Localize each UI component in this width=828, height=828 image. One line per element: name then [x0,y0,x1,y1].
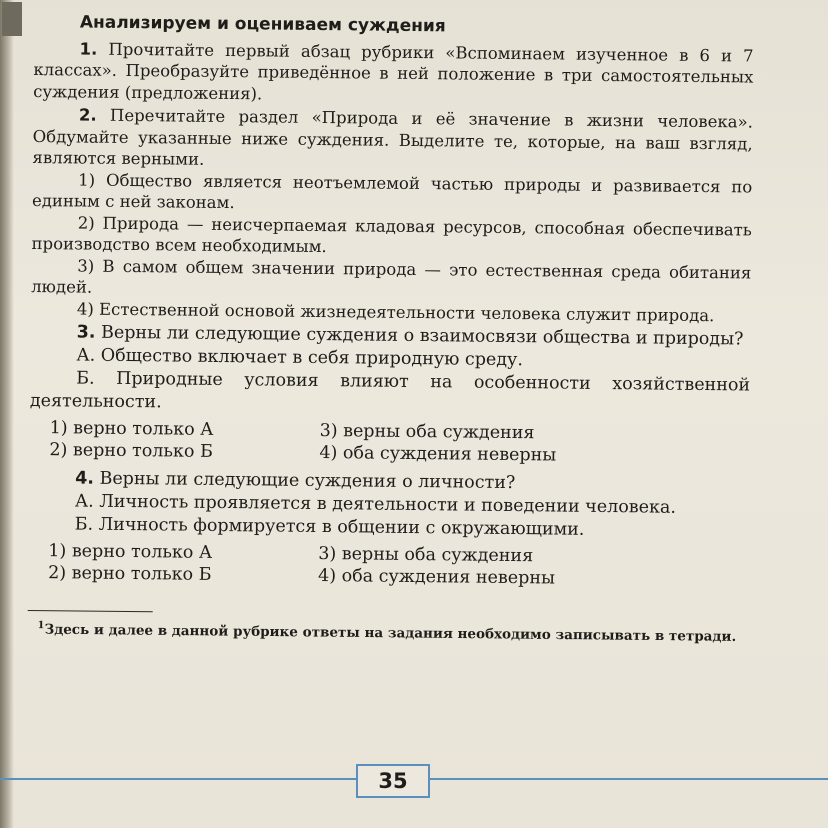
page-content [27,12,754,646]
answer-option: 2) верно только Б [49,440,213,462]
answer-option: 1) верно только А [48,541,213,563]
section-heading: Анализируем и оцениваем суждения [79,12,446,37]
task-2-item: 3) В самом общем значении природа — это естественная среда обитания людей. [31,255,752,297]
task-2-item: 2) Природа — неисчерпаемая кладовая ресурсов, способная обеспечивать производство всем необходимым. [31,212,752,257]
task-1-number: 1. [79,38,98,59]
task-4-options [28,540,748,592]
task-2 [32,104,753,176]
answer-option: 2) верно только Б [48,563,212,585]
task-4-statement-a: А. Личность проявляется в деятельности и поведении человека. [74,491,677,518]
task-3-statement-a: А. Общество включает в себя природную среду. [76,345,524,371]
task-4-statement-b: Б. Личность формируется в общении с окружающими. [74,514,585,540]
answer-option: 4) оба суждения неверны [318,566,556,589]
task-3-options [29,417,749,469]
task-3-text: Верны ли следующие суждения о взаимосвязи общества и природы? [100,322,744,350]
task-4-text: Верны ли следующие суждения о личности? [99,468,516,494]
answer-option: 4) оба суждения неверны [319,443,557,466]
task-1 [33,37,754,109]
book-spine-shadow [0,0,14,828]
footnote-mark: 1 [37,620,45,632]
footnote-text: Здесь и далее в данной рубрике ответы на задания необходимо записывать в тетради. [44,621,737,645]
task-4-number: 4. [75,468,95,489]
task-3-statement-b: Б. Природные условия влияют на особенности хозяйственной деятельности. [29,368,751,413]
task-1-text: Прочитайте первый абзац рубрики «Вспоминаем изученное в 6 и 7 классах». Преобразуйте приведённое в ней положение в три самостоятельных суждения (предложения). [33,39,754,103]
answer-option: 1) верно только А [49,418,214,440]
task-2-number: 2. [78,105,97,125]
footnote [27,617,747,646]
binding-edge [2,2,22,36]
footnote-divider [28,610,153,612]
task-2-item: 1) Общество является неотъемлемой частью природы и развивается по единым с ней законам. [31,169,753,213]
answer-option: 3) верны оба суждения [319,421,535,444]
task-2-item: 4) Естественной основой жизнедеятельности человека служит природа. [76,298,715,325]
page-number: 35 [356,764,430,798]
answer-option: 3) верны оба суждения [318,544,534,567]
task-3-number: 3. [76,322,96,343]
task-2-text: Перечитайте раздел «Природа и её значение в жизни человека». Обдумайте указанные ниже суждения. Выделите те, которые, на ваш взгляд, являются верными. [32,105,753,169]
